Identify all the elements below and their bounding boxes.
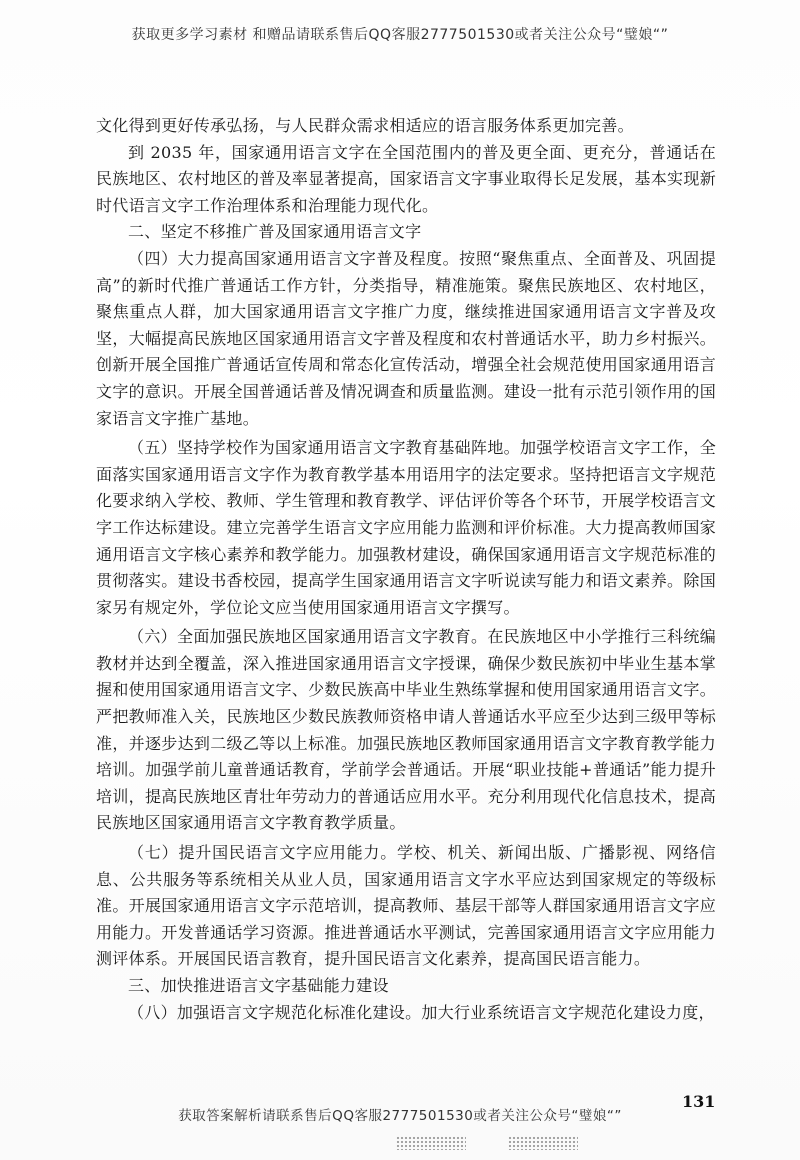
paragraph-item-7: （七）提升国民语言文字应用能力。学校、机关、新闻出版、广播影视、网络信息、公共服务等系统相关从业人员，国家通用语言文字水平应达到国家规定的等级标准。开展国家通用语言文字示范培训，提高教师、基层干部等人群国家通用语言文字应用能力。开发普通话学习资源。推进普通话水平测试，完善国家通用语言文字应用能力测评体系。开展国民语言教育，提升国民语言文化素养，提高国民语言能力。 xyxy=(96,843,716,969)
page-number: 131 xyxy=(682,1092,716,1111)
section-heading-2: 二、坚定不移推广普及国家通用语言文字 xyxy=(128,222,422,242)
paragraph-item-6: （六）全面加强民族地区国家通用语言文字教育。在民族地区中小学推行三科统编教材并达到全覆盖，深入推进国家通用语言文字授课，确保少数民族初中毕业生基本掌握和使用国家通用语言文字、少数民族高中毕业生熟练掌握和使用国家通用语言文字。严把教师准入关，民族地区少数民族教师资格申请人普通话水平应至少达到三级甲等标准，并逐步达到二级乙等以上标准。加强民族地区教师国家通用语言文字教育教学能力培训。加强学前儿童普通话教育，学前学会普通话。开展“职业技能+普通话”能力提升培训，提高民族地区青壮年劳动力的普通话应用水平。充分利用现代化信息技术，提高民族地区国家通用语言文字教育教学质量。 xyxy=(96,627,716,833)
section-heading-3: 三、加快推进语言文字基础能力建设 xyxy=(128,976,389,995)
footer-watermark: 获取答案解析请联系售后QQ客服2777501530或者关注公众号“璧娘“” xyxy=(178,1108,622,1124)
paragraph-2035-goal: 到 2035 年，国家通用语言文字在全国范围内的普及更全面、更充分，普通话在民族地区、农村地区的普及率显著提高，国家语言文字事业取得长足发展，基本实现新时代语言文字工作治理体系和治理能力现代化。 xyxy=(96,142,716,215)
paragraph-item-8: （八）加强语言文字规范化标准化建设。加大行业系统语言文字规范化建设力度， xyxy=(128,1002,715,1022)
header-watermark: 获取更多学习素材 和赠品请联系售后QQ客服2777501530或者关注公众号“璧娘“” xyxy=(131,27,669,43)
document-body xyxy=(96,113,716,1026)
scan-noise-mark xyxy=(508,1136,578,1150)
paragraph-continuation: 文化得到更好传承弘扬，与人民群众需求相适应的语言服务体系更加完善。 xyxy=(96,116,634,135)
paragraph-item-4: （四）大力提高国家通用语言文字普及程度。按照“聚焦重点、全面普及、巩固提高”的新时代推广普通话工作方针，分类指导，精准施策。聚焦民族地区、农村地区，聚焦重点人群，加大国家通用语言文字推广力度，继续推进国家通用语言文字普及攻坚，大幅提高民族地区国家通用语言文字普及程度和农村普通话水平，助力乡村振兴。创新开展全国推广普通话宣传周和常态化宣传活动，增强全社会规范使用国家通用语言文字的意识。开展全国普通话普及情况调查和质量监测。建设一批有示范引领作用的国家语言文字推广基地。 xyxy=(96,248,716,428)
paragraph-item-5: （五）坚持学校作为国家通用语言文字教育基础阵地。加强学校语言文字工作，全面落实国家通用语言文字作为教育教学基本用语用字的法定要求。坚持把语言文字规范化要求纳入学校、教师、学生管理和教育教学、评估评价等各个环节，开展学校语言文字工作达标建设。建立完善学生语言文字应用能力监测和评价标准。大力提高教师国家通用语言文字核心素养和教学能力。加强教材建设，确保国家通用语言文字规范标准的贯彻落实。建设书香校园，提高学生国家通用语言文字听说读写能力和语文素养。除国家另有规定外，学位论文应当使用国家通用语言文字撰写。 xyxy=(96,438,716,617)
scan-noise-mark xyxy=(396,1136,466,1150)
